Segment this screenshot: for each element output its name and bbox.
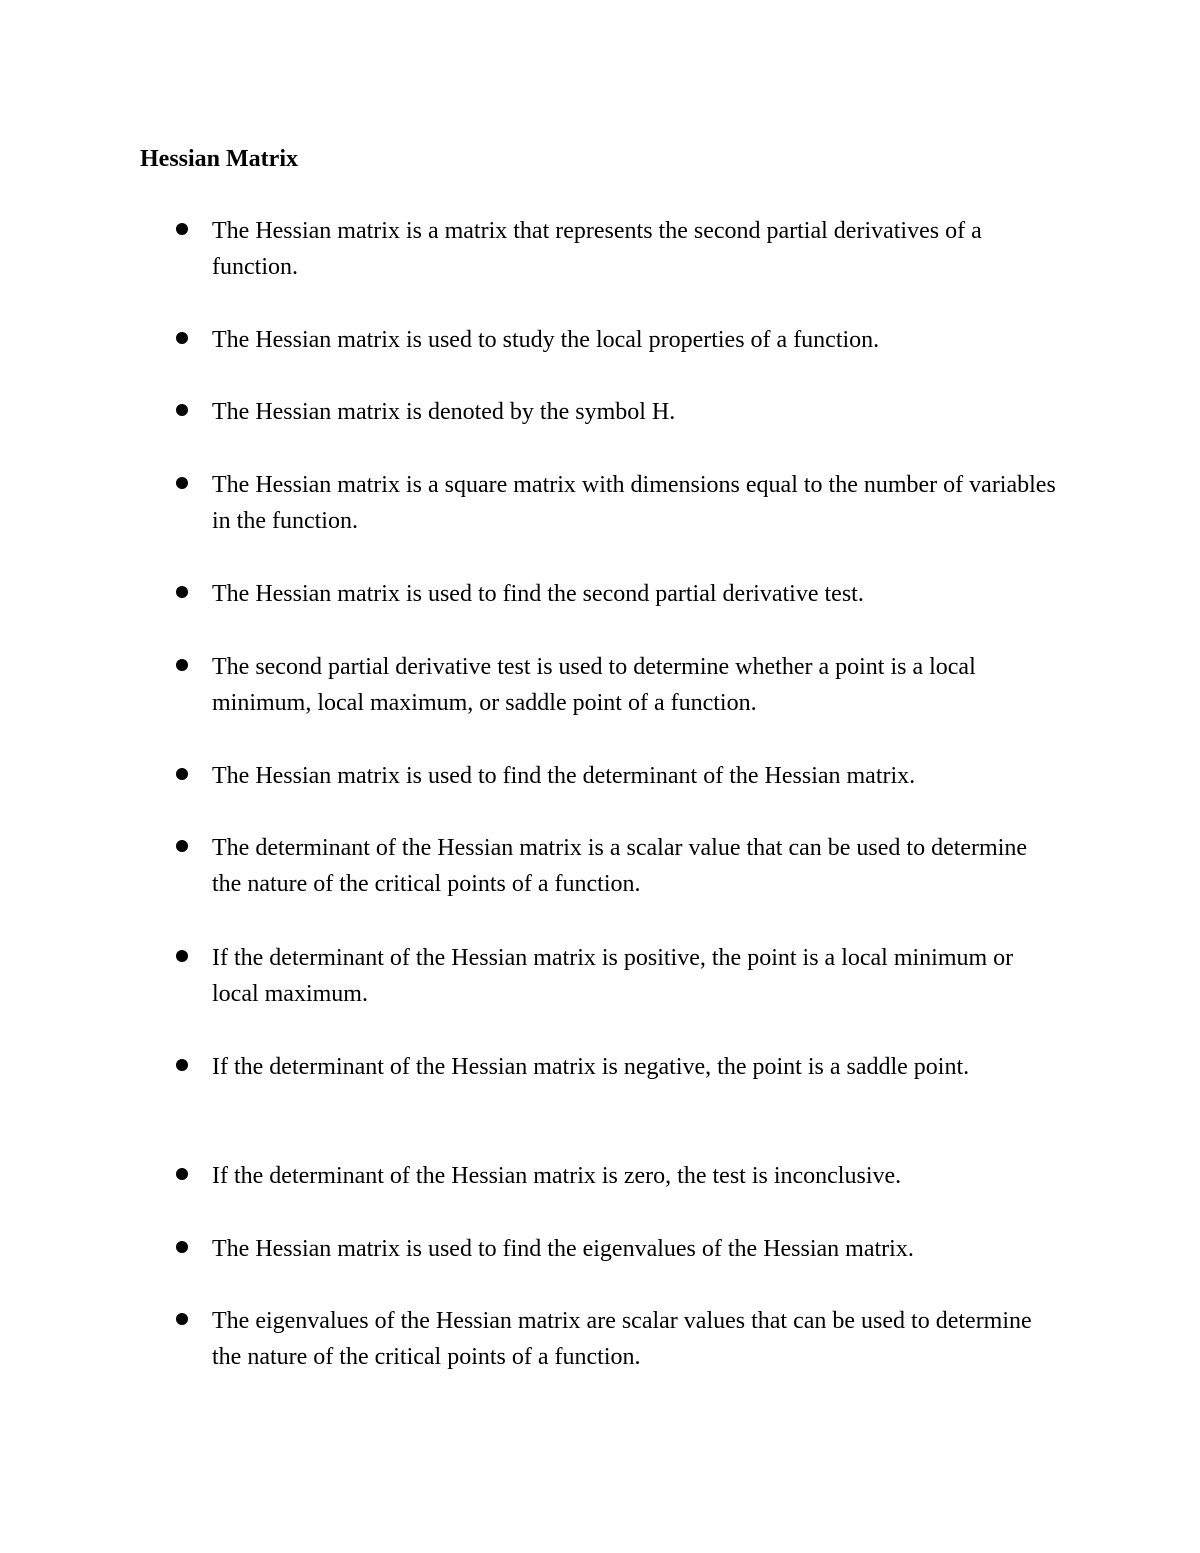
bullet-text: The Hessian matrix is used to find the eigenvalues of the Hessian matrix. — [212, 1236, 914, 1262]
bullet-icon — [176, 840, 188, 852]
bullet-text: The Hessian matrix is denoted by the symbol H. — [212, 399, 676, 425]
bullet-icon — [176, 659, 188, 671]
bullet-text: The determinant of the Hessian matrix is a scalar value that can be used to determine the nature of the critical points of a function. — [212, 835, 1028, 897]
bullet-icon — [176, 1168, 188, 1180]
bullet-text: The Hessian matrix is used to find the second partial derivative test. — [212, 581, 864, 607]
bullet-text: The second partial derivative test is used to determine whether a point is a local minimum, local maximum, or saddle point of a function. — [212, 654, 976, 716]
bullet-text: The Hessian matrix is a matrix that represents the second partial derivatives of a function. — [212, 218, 982, 280]
bullet-icon — [176, 586, 188, 598]
bullet-text: If the determinant of the Hessian matrix is positive, the point is a local minimum or local maximum. — [212, 945, 1014, 1007]
bullet-icon — [176, 477, 188, 489]
bullet-icon — [176, 1241, 188, 1253]
bullet-text: The Hessian matrix is a square matrix with dimensions equal to the number of variables in the function. — [212, 472, 1056, 534]
bullet-icon — [176, 950, 188, 962]
bullet-icon — [176, 404, 188, 416]
bullet-text: The Hessian matrix is used to study the local properties of a function. — [212, 327, 880, 353]
document-title: Hessian Matrix — [140, 146, 298, 172]
bullet-text: The eigenvalues of the Hessian matrix are scalar values that can be used to determine the nature of the critical points of a function. — [212, 1308, 1032, 1370]
bullet-text: The Hessian matrix is used to find the determinant of the Hessian matrix. — [212, 763, 916, 789]
bullet-icon — [176, 332, 188, 344]
bullet-text: If the determinant of the Hessian matrix is negative, the point is a saddle point. — [212, 1054, 970, 1080]
bullet-icon — [176, 1313, 188, 1325]
bullet-icon — [176, 223, 188, 235]
bullet-icon — [176, 768, 188, 780]
bullet-icon — [176, 1059, 188, 1071]
bullet-text: If the determinant of the Hessian matrix is zero, the test is inconclusive. — [212, 1163, 902, 1189]
